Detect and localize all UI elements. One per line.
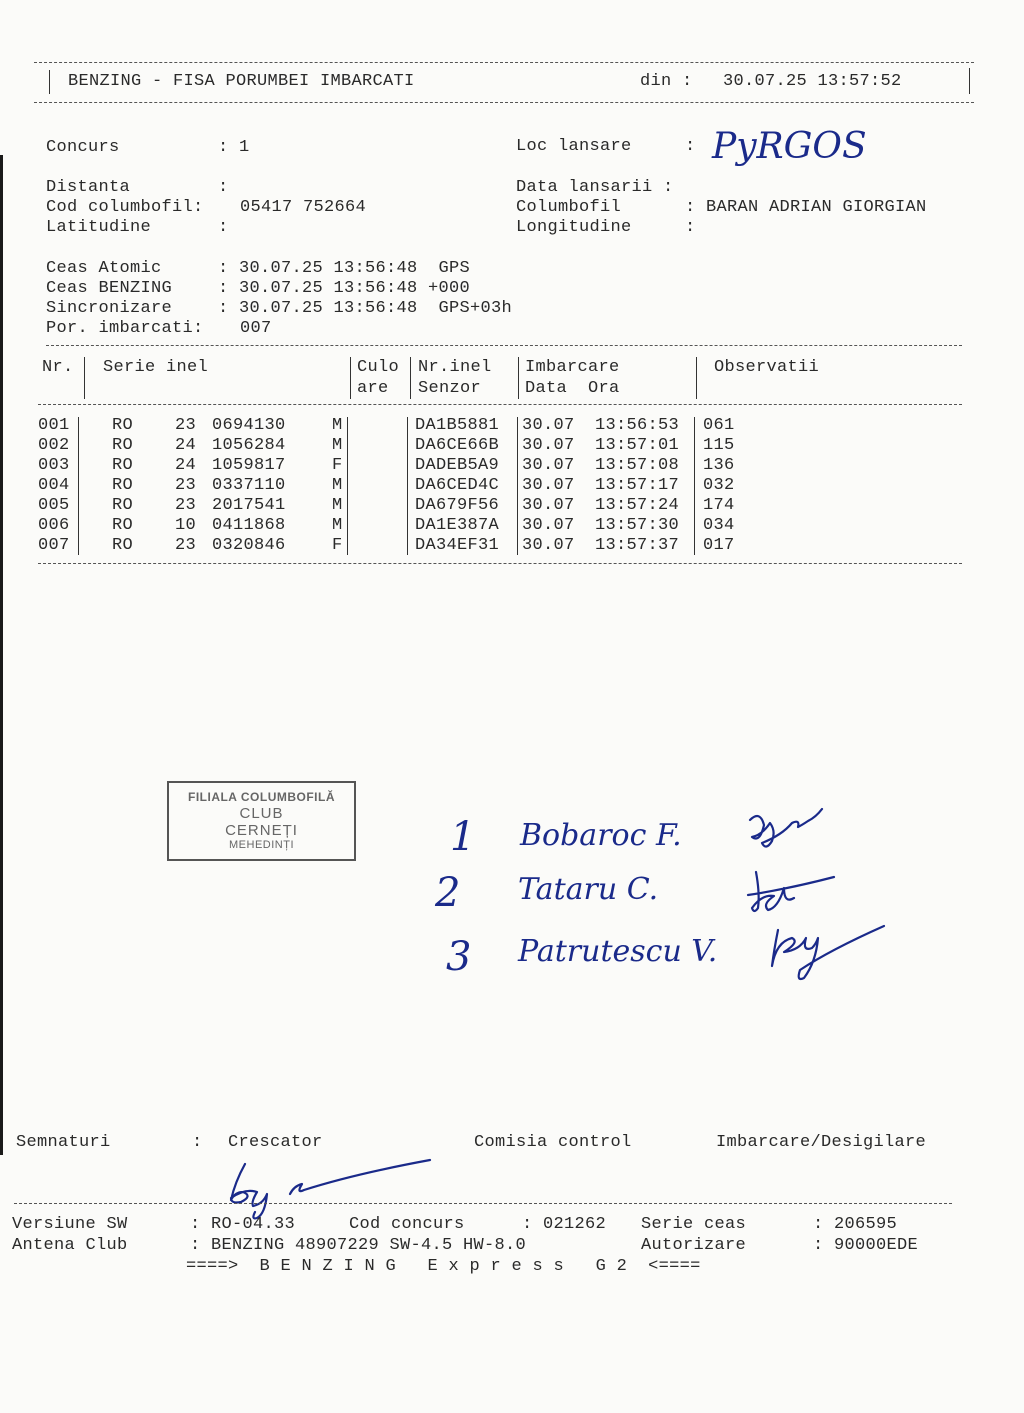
footer-rule <box>14 1203 952 1204</box>
cod-concurs-label: Cod concurs <box>349 1215 465 1234</box>
loc-lansare-colon: : <box>685 137 696 156</box>
cell-sensor: DADEB5A9 <box>415 456 500 475</box>
cell-date: 30.07 <box>522 416 575 435</box>
distanta-label: Distanta <box>46 178 131 197</box>
sincronizare-label: Sincronizare <box>46 299 173 318</box>
ceas-atomic-label: Ceas Atomic <box>46 259 162 278</box>
cell-ring: 1056284 <box>212 436 286 455</box>
cell-sex: M <box>332 416 343 435</box>
cell-country: RO <box>112 456 134 475</box>
commission-name-3: Patrutescu V. <box>518 934 718 969</box>
col-header-culoare-2: are <box>357 379 389 398</box>
concurs-value: : 1 <box>218 138 250 157</box>
cell-sensor: DA679F56 <box>415 496 500 515</box>
cod-concurs-value: : 021262 <box>522 1215 607 1234</box>
loc-lansare-label: Loc lansare <box>516 137 632 156</box>
data-lansarii-label: Data lansarii : <box>516 178 674 197</box>
cell-sex: M <box>332 436 343 455</box>
ceas-benzing-label: Ceas BENZING <box>46 279 173 298</box>
semnaturi-colon: : <box>192 1133 203 1152</box>
cell-date: 30.07 <box>522 476 575 495</box>
commission-number-3: 3 <box>446 934 472 980</box>
document-title: BENZING - FISA PORUMBEI IMBARCATI <box>68 72 415 91</box>
distanta-value: : <box>218 178 229 197</box>
signature-commission-1 <box>750 809 822 847</box>
serie-ceas-label: Serie ceas <box>641 1215 747 1234</box>
cell-country: RO <box>112 436 134 455</box>
col-header-imbarcare: Imbarcare <box>525 358 620 377</box>
loc-lansare-handwritten: PyRGOS <box>712 126 867 167</box>
cell-country: RO <box>112 476 134 495</box>
cell-sex: M <box>332 496 343 515</box>
cell-ring: 1059817 <box>212 456 286 475</box>
commission-name-1: Bobaroc F. <box>520 818 682 853</box>
concurs-label: Concurs <box>46 138 120 157</box>
cell-ring: 0320846 <box>212 536 286 555</box>
cell-ring: 0337110 <box>212 476 286 495</box>
cell-sensor: DA6CE66B <box>415 436 500 455</box>
ceas-benzing-value: : 30.07.25 13:56:48 +000 <box>218 279 471 298</box>
longitudine-label: Longitudine <box>516 218 632 237</box>
stamp-line-cerneti: CERNEȚI <box>225 822 298 839</box>
cell-country: RO <box>112 416 134 435</box>
col-header-culoare-1: Culo <box>357 358 400 377</box>
commission-number-2: 2 <box>435 870 461 916</box>
stamp-line-club: CLUB <box>239 805 284 822</box>
autorizare-label: Autorizare <box>641 1236 747 1255</box>
columbofil-value: : BARAN ADRIAN GIORGIAN <box>685 198 927 217</box>
imbarcare-desigilare-label: Imbarcare/Desigilare <box>716 1133 927 1152</box>
cell-country: RO <box>112 516 134 535</box>
stamp-line-filiala: FILIALA COLUMBOFILĂ <box>187 790 336 804</box>
cell-nr: 003 <box>38 456 70 475</box>
commission-number-1: 1 <box>450 814 476 860</box>
cell-nr: 005 <box>38 496 70 515</box>
cell-time: 13:57:01 <box>595 436 680 455</box>
cell-sensor: DA1E387A <box>415 516 500 535</box>
cell-ring: 2017541 <box>212 496 286 515</box>
cell-date: 30.07 <box>522 536 575 555</box>
cell-sex: F <box>332 536 343 555</box>
din-label: din : <box>640 72 693 91</box>
cell-time: 13:57:17 <box>595 476 680 495</box>
commission-name-2: Tataru C. <box>518 872 659 907</box>
signature-crescator <box>231 1160 430 1218</box>
col-header-data-ora: Data Ora <box>525 379 620 398</box>
cell-nr: 001 <box>38 416 70 435</box>
cell-date: 30.07 <box>522 436 575 455</box>
cell-sensor: DA6CED4C <box>415 476 500 495</box>
cell-nr: 004 <box>38 476 70 495</box>
latitudine-value: : <box>218 218 229 237</box>
cell-sensor: DA34EF31 <box>415 536 500 555</box>
cell-time: 13:56:53 <box>595 416 680 435</box>
comisia-control-label: Comisia control <box>474 1133 632 1152</box>
cell-obs: 061 <box>703 416 735 435</box>
antena-club-value: : BENZING 48907229 SW-4.5 HW-8.0 <box>190 1236 527 1255</box>
cell-date: 30.07 <box>522 496 575 515</box>
ceas-atomic-value: : 30.07.25 13:56:48 GPS <box>218 259 471 278</box>
cell-time: 13:57:30 <box>595 516 680 535</box>
cell-nr: 006 <box>38 516 70 535</box>
din-datetime: 30.07.25 13:57:52 <box>723 72 902 91</box>
cell-ring: 0694130 <box>212 416 286 435</box>
cod-columbofil-label: Cod columbofil: <box>46 198 204 217</box>
cell-nr: 007 <box>38 536 70 555</box>
cell-ring: 0411868 <box>212 516 286 535</box>
cell-sex: F <box>332 456 343 475</box>
latitudine-label: Latitudine <box>46 218 152 237</box>
por-imbarcati-value: 007 <box>240 319 272 338</box>
cell-year: 10 <box>175 516 197 535</box>
cell-obs: 032 <box>703 476 735 495</box>
crescator-label: Crescator <box>228 1133 323 1152</box>
signature-commission-2 <box>748 872 834 911</box>
semnaturi-label: Semnaturi <box>16 1133 111 1152</box>
cell-time: 13:57:37 <box>595 536 680 555</box>
cell-obs: 115 <box>703 436 735 455</box>
cell-sex: M <box>332 476 343 495</box>
antena-club-label: Antena Club <box>12 1236 128 1255</box>
longitudine-value: : <box>685 218 696 237</box>
stamp-line-mehedinti: MEHEDINȚI <box>229 839 294 851</box>
cell-year: 24 <box>175 436 197 455</box>
sincronizare-value: : 30.07.25 13:56:48 GPS+03h <box>218 299 513 318</box>
por-imbarcati-label: Por. imbarcati: <box>46 319 204 338</box>
serie-ceas-value: : 206595 <box>813 1215 898 1234</box>
signature-commission-3 <box>772 926 884 979</box>
versiune-sw-value: : RO-04.33 <box>190 1215 296 1234</box>
cell-obs: 034 <box>703 516 735 535</box>
cell-time: 13:57:08 <box>595 456 680 475</box>
cell-country: RO <box>112 496 134 515</box>
cell-obs: 136 <box>703 456 735 475</box>
cell-year: 24 <box>175 456 197 475</box>
cell-obs: 174 <box>703 496 735 515</box>
cell-year: 23 <box>175 476 197 495</box>
cell-date: 30.07 <box>522 516 575 535</box>
cell-year: 23 <box>175 416 197 435</box>
col-header-nr: Nr. <box>42 358 74 377</box>
col-header-serie-inel: Serie inel <box>103 358 209 377</box>
cell-sensor: DA1B5881 <box>415 416 500 435</box>
versiune-sw-label: Versiune SW <box>12 1215 128 1234</box>
col-header-nr-inel: Nr.inel <box>418 358 492 377</box>
columbofil-label: Columbofil <box>516 198 622 217</box>
cell-country: RO <box>112 536 134 555</box>
cell-year: 23 <box>175 496 197 515</box>
cell-year: 23 <box>175 536 197 555</box>
cod-columbofil-value: 05417 752664 <box>240 198 367 217</box>
autorizare-value: : 90000EDE <box>813 1236 919 1255</box>
col-header-senzor: Senzor <box>418 379 482 398</box>
cell-nr: 002 <box>38 436 70 455</box>
benzing-express-banner: ====> B E N Z I N G E x p r e s s G 2 <==== <box>186 1257 701 1276</box>
cell-obs: 017 <box>703 536 735 555</box>
col-header-observatii: Observatii <box>714 358 820 377</box>
cell-sex: M <box>332 516 343 535</box>
cell-time: 13:57:24 <box>595 496 680 515</box>
cell-date: 30.07 <box>522 456 575 475</box>
